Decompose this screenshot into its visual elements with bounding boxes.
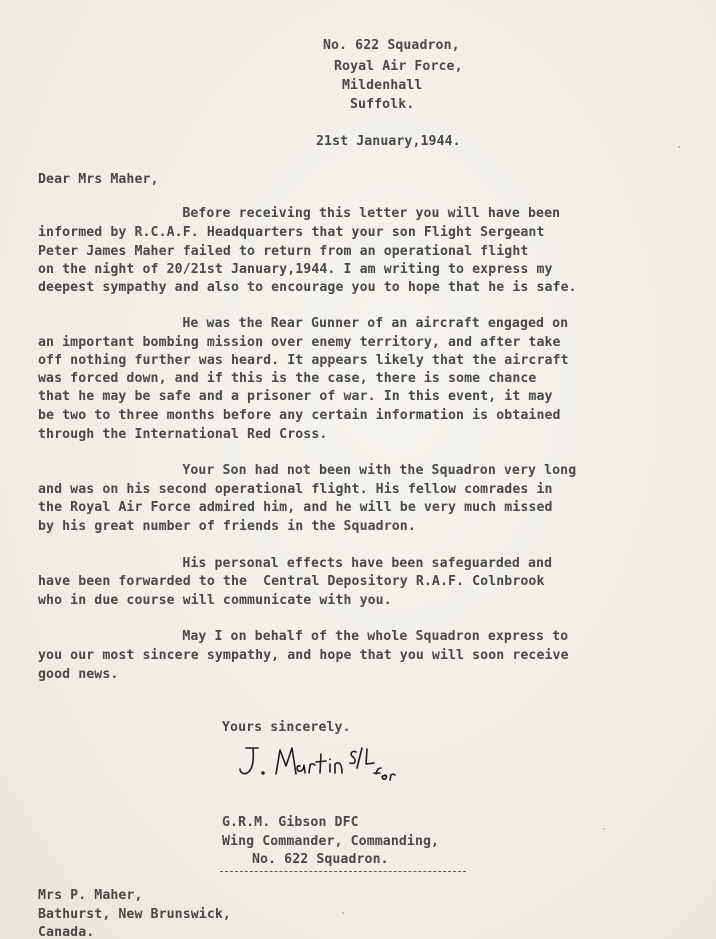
body-line: an important bombing mission over enemy territory, and after take: [38, 335, 561, 350]
signature-image: [236, 740, 416, 786]
paper-speck: [678, 146, 680, 148]
paper-speck: [342, 912, 344, 914]
body-line: have been forwarded to the Central Depository R.A.F. Colnbrook: [38, 574, 545, 589]
signatory-unit: No. 622 Squadron.: [252, 852, 389, 867]
handwritten-signature: [236, 740, 416, 786]
recipient-line: Bathurst, New Brunswick,: [38, 907, 231, 922]
body-line: that he may be safe and a prisoner of war. In this event, it may: [38, 389, 553, 404]
recipient-line: Canada.: [38, 925, 95, 939]
body-line: the Royal Air Force admired him, and he will be very much missed: [38, 500, 553, 515]
body-line: was forced down, and if this is the case, there is some chance: [38, 371, 537, 386]
body-line: by his great number of friends in the Squadron.: [38, 519, 416, 534]
body-line: He was the Rear Gunner of an aircraft engaged on: [118, 316, 569, 331]
closing: Yours sincerely.: [222, 720, 351, 735]
paper-speck: [603, 828, 605, 830]
signatory-underline: [220, 871, 466, 872]
body-line: Peter James Maher failed to return from an operational flight: [38, 244, 529, 259]
address-line: Suffolk.: [350, 97, 415, 112]
body-line: who in due course will communicate with you.: [38, 593, 392, 608]
body-line: off nothing further was heard. It appears likely that the aircraft: [38, 353, 569, 368]
body-line: and was on his second operational flight. His fellow comrades in: [38, 482, 553, 497]
body-line: Your Son had not been with the Squadron very long: [118, 463, 577, 478]
body-line: May I on behalf of the whole Squadron express to: [118, 629, 569, 644]
body-line: through the International Red Cross.: [38, 427, 328, 442]
body-line: you our most sincere sympathy, and hope that you will soon receive: [38, 648, 569, 663]
body-line: deepest sympathy and also to encourage you to hope that he is safe.: [38, 280, 577, 295]
address-line: Mildenhall: [342, 78, 423, 93]
body-line: good news.: [38, 667, 119, 682]
salutation: Dear Mrs Maher,: [38, 172, 159, 187]
address-line: No. 622 Squadron,: [323, 38, 460, 53]
body-line: Before receiving this letter you will have been: [118, 206, 561, 221]
body-line: on the night of 20/21st January,1944. I am writing to express my: [38, 262, 553, 277]
body-line: informed by R.C.A.F. Headquarters that your son Flight Sergeant: [38, 225, 545, 240]
body-line: be two to three months before any certain information is obtained: [38, 408, 561, 423]
recipient-line: Mrs P. Maher,: [38, 888, 143, 903]
address-line: Royal Air Force,: [334, 59, 463, 74]
signatory-rank: Wing Commander, Commanding,: [222, 834, 440, 849]
body-line: His personal effects have been safeguarded and: [118, 556, 553, 571]
signatory-name: G.R.M. Gibson DFC: [222, 815, 359, 830]
letter-date: 21st January,1944.: [316, 134, 461, 149]
